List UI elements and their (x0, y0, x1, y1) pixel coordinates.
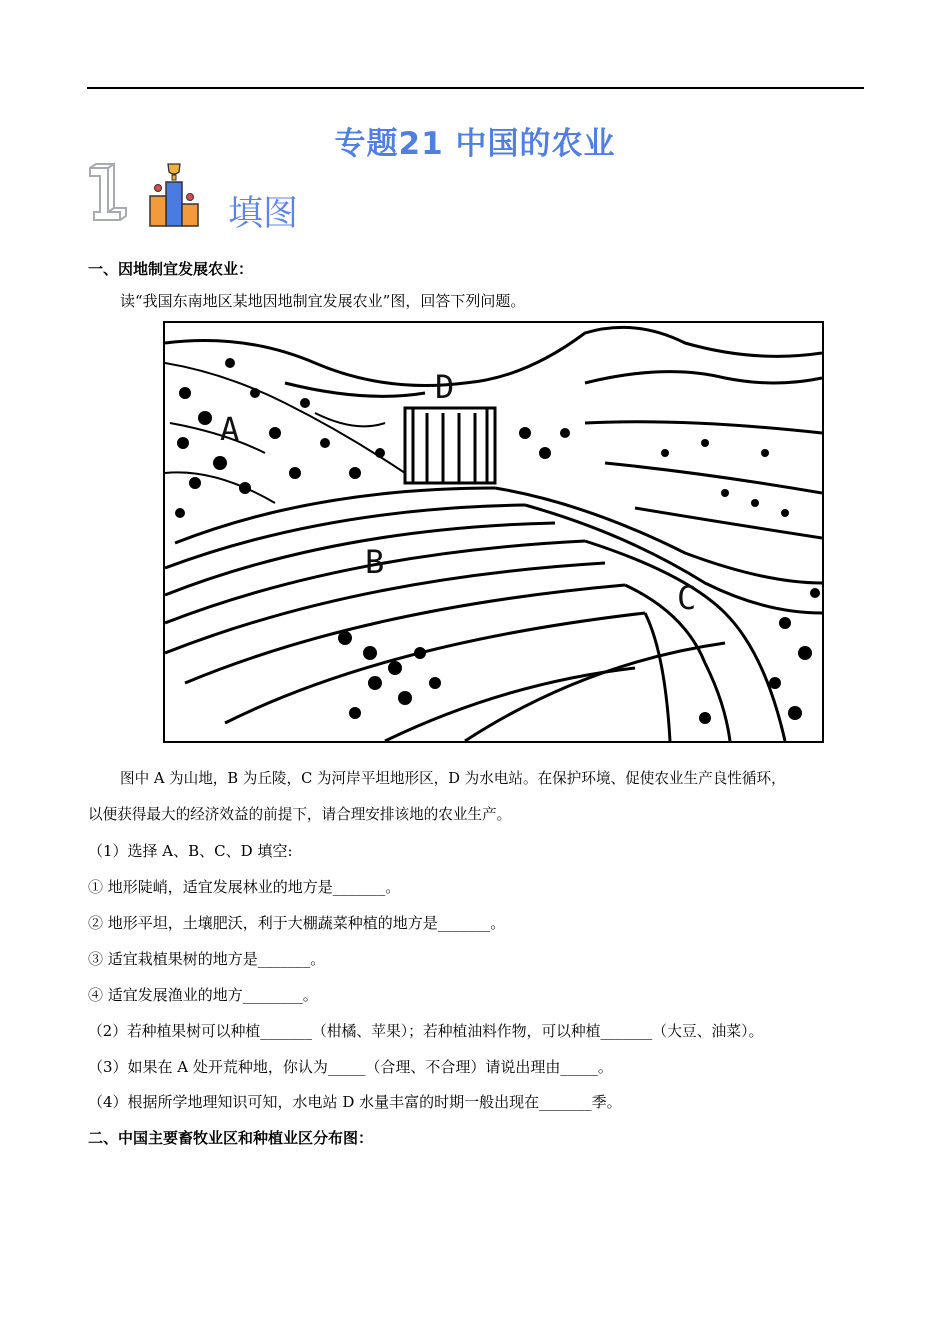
question-1-1: ① 地形陡峭，适宜发展林业的地方是_______。 (88, 878, 401, 896)
label-d: D (435, 368, 455, 406)
agriculture-figure (163, 321, 824, 743)
section2-heading: 二、中国主要畜牧业区和种植业区分布图： (88, 1129, 374, 1147)
question-1: （1）选择 A、B、C、D 填空: (88, 842, 293, 860)
label-c: C (677, 579, 697, 617)
section1-intro: 读“我国东南地区某地因地制宜发展农业”图，回答下列问题。 (120, 292, 526, 310)
question-1-4: ④ 适宜发展渔业的地方________。 (88, 986, 318, 1004)
question-2: （2）若种植果树可以种植_______（柑橘、苹果）；若种植油料作物，可以种植_______（大豆、油菜）。 (88, 1023, 764, 1040)
section-badge-label: 填图 (228, 194, 299, 234)
question-4: （4）根据所学地理知识可知，水电站 D 水量丰富的时期一般出现在_______季。 (88, 1093, 622, 1111)
question-1-3: ③ 适宜栽植果树的地方是_______。 (88, 950, 326, 968)
page-title: 专题21 中国的农业 (334, 126, 616, 162)
section1-heading: 一、因地制宜发展农业： (88, 260, 254, 278)
label-b: B (365, 543, 385, 581)
question-3: （3）如果在 A 处开荒种地，你认为_____（合理、不合理）请说出理由_____。 (88, 1058, 613, 1076)
header-rule (87, 87, 864, 89)
figure-description-line2: 以便获得最大的经济效益的前提下，请合理安排该地的农业生产。 (88, 806, 512, 823)
label-a: A (220, 410, 240, 448)
landscape-illustration (165, 323, 822, 741)
figure-description-line1: 图中 A 为山地，B 为丘陵，C 为河岸平坦地形区，D 为水电站。在保护环境、促使农业生产良性循环， (120, 770, 786, 787)
question-1-2: ② 地形平坦，土壤肥沃，利于大棚蔬菜种植的地方是_______。 (88, 914, 506, 932)
podium-trophy-icon (146, 160, 206, 228)
